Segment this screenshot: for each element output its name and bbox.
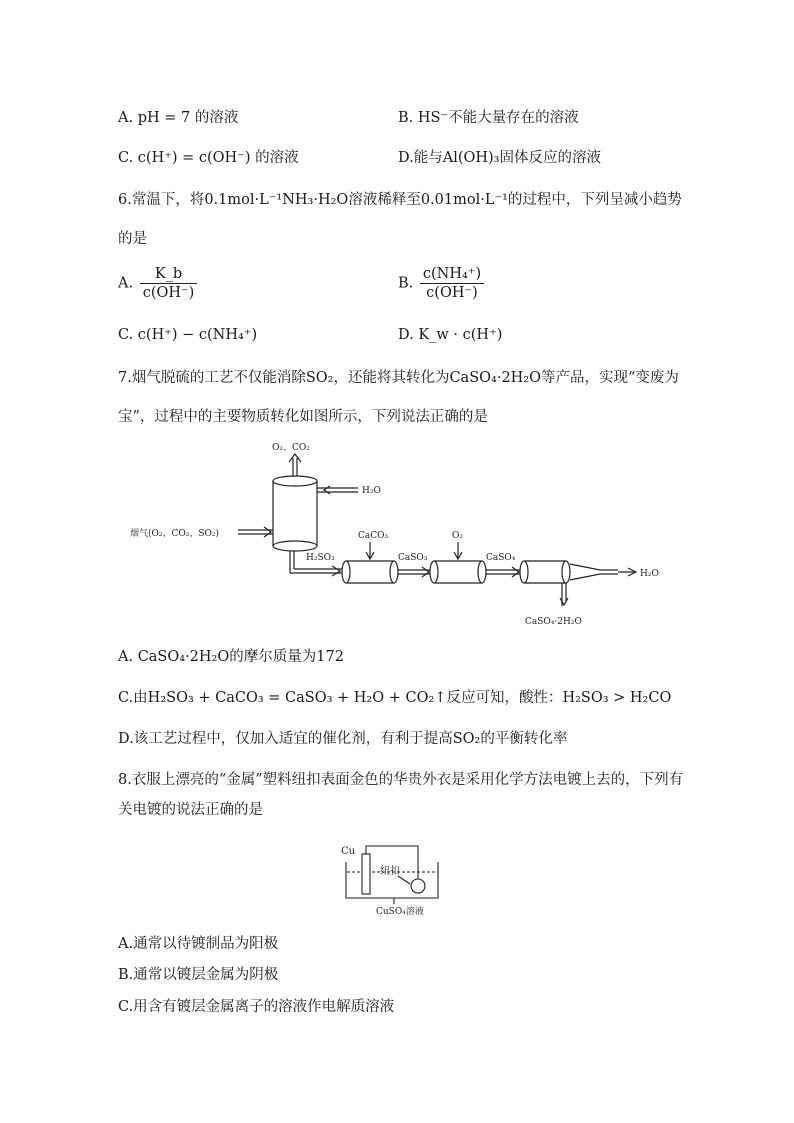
q6-option-b-fraction: [420, 265, 484, 302]
label-product: CaSO₄·2H₂O: [525, 617, 582, 627]
q6-option-c: C. c(H⁺) − c(NH₄⁺): [118, 327, 258, 343]
q7-stem-line1: 7.烟气脱硫的工艺不仅能消除SO₂，还能将其转化为CaSO₄·2H₂O等产品，实现“变废为: [118, 370, 679, 386]
q6-option-a-fraction: [140, 265, 198, 302]
q6-option-a-denominator: c(OH⁻): [142, 285, 195, 301]
q6-option-b-numerator: c(NH₄⁺): [420, 265, 484, 284]
q8-option-b: B.通常以镀层金属为阴极: [118, 967, 279, 983]
q6-option-a-label: A.: [118, 275, 134, 292]
label-o2: O₂: [452, 531, 463, 541]
flue-gas-desulfurization-diagram: [130, 436, 670, 636]
q8-stem-line2: 关电镀的说法正确的是: [118, 802, 263, 818]
q5-option-c: C. c(H⁺) = c(OH⁻) 的溶液: [118, 150, 299, 166]
label-caso4: CaSO₄: [486, 553, 516, 563]
q8-stem-line1: 8.衣服上漂亮的“金属”塑料纽扣表面金色的华贵外衣是采用化学方法电镀上去的，下列有: [118, 772, 684, 788]
q7-option-d: D.该工艺过程中，仅加入适宜的催化剂，有利于提高SO₂的平衡转化率: [118, 731, 568, 747]
label-h2o-out: H₂O: [640, 569, 659, 579]
q8-option-c: C.用含有镀层金属离子的溶液作电解质溶液: [118, 999, 395, 1015]
label-flue-gas: 烟气(O₂、CO₂、SO₂): [130, 529, 220, 539]
label-h2so3: H₂SO₃: [306, 553, 335, 563]
label-solution: CuSO₄溶液: [376, 907, 424, 917]
q7-option-a: A. CaSO₄·2H₂O的摩尔质量为172: [118, 649, 344, 665]
label-h2o-in: H₂O: [362, 486, 381, 496]
q6-stem-line1: 6.常温下，将0.1mol·L⁻¹NH₃·H₂O溶液稀释至0.01mol·L⁻¹的过程中，下列呈减小趋势: [118, 192, 682, 208]
q7-stem-line2: 宝”，过程中的主要物质转化如图所示，下列说法正确的是: [118, 409, 488, 425]
q8-option-a: A.通常以待镀制品为阳极: [118, 936, 279, 952]
q5-option-d: D.能与Al(OH)₃固体反应的溶液: [398, 150, 601, 166]
label-cu: Cu: [341, 846, 356, 857]
q5-option-a: A. pH = 7 的溶液: [118, 110, 239, 126]
q6-option-b-denominator: c(OH⁻): [426, 285, 478, 301]
q7-option-c: C.由H₂SO₃ + CaCO₃ = CaSO₃ + H₂O + CO₂↑反应可知，酸性：H₂SO₃ > H₂CO: [118, 690, 672, 706]
label-button: 纽扣: [380, 866, 400, 877]
q5-option-b: B. HS⁻不能大量存在的溶液: [398, 110, 579, 126]
q6-option-b-label: B.: [398, 275, 414, 292]
q6-option-a-numerator: K_b: [140, 265, 198, 284]
q6-option-a: [118, 265, 199, 311]
label-caco3: CaCO₃: [358, 531, 389, 541]
q6-option-d: D. K_w · c(H⁺): [398, 327, 503, 343]
electroplating-diagram: [338, 840, 458, 920]
q6-stem-line2: 的是: [118, 231, 147, 247]
label-top-out: O₂、CO₂: [272, 443, 310, 453]
label-caso3: CaSO₃: [398, 553, 428, 563]
q6-option-b: [398, 265, 486, 311]
